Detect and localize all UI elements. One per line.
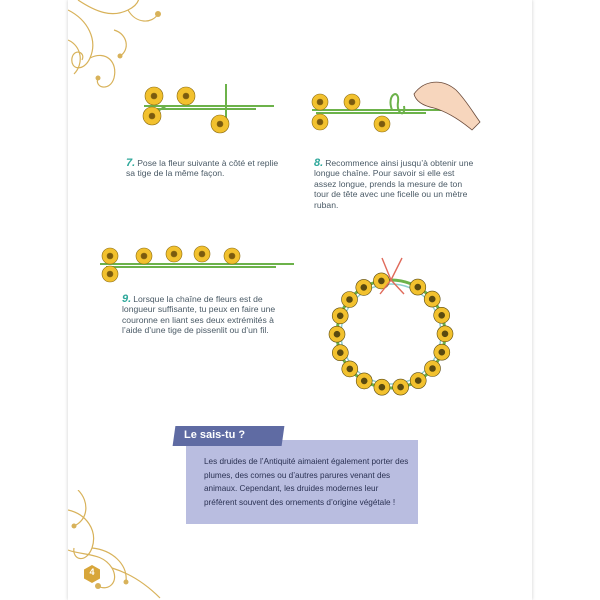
- wreath-flower-center: [439, 312, 445, 318]
- page-number: 4: [89, 567, 95, 577]
- step-9-number: 9.: [122, 293, 132, 305]
- illustration-wreath: [320, 254, 462, 402]
- wreath-flower-center: [415, 284, 421, 290]
- wreath-flower-center: [337, 313, 343, 319]
- illustration-step8: [306, 74, 482, 140]
- wreath-flower-center: [439, 349, 445, 355]
- wreath-flower-center: [379, 384, 385, 390]
- step-8-text: Recommence ainsi jusqu’à obtenir une longue chaîne. Pour savoir si elle est assez longue, prends la mesure de ton tour de tête avec une ficelle ou un mètre ruban.: [314, 158, 474, 210]
- wreath-flower-center: [430, 366, 436, 372]
- step-8-number: 8.: [314, 157, 324, 169]
- wreath-flower-center: [378, 278, 384, 284]
- step-7-number: 7.: [126, 157, 136, 169]
- step-7-instruction: [126, 158, 284, 179]
- wreath-flower-center: [415, 378, 421, 384]
- step-9-instruction: [122, 294, 286, 336]
- corner-ornament-bottom: [68, 490, 178, 600]
- wreath-flower-center: [361, 284, 367, 290]
- step-9-text: Lorsque la chaîne de fleurs est de longueur suffisante, tu peux en faire une couronne en liant ses deux extrémités à l’aide d’une tige de pissenlit ou d’un fil.: [122, 294, 276, 336]
- book-page: [68, 0, 532, 600]
- wreath-flower-center: [334, 331, 340, 337]
- step-8-instruction: [314, 158, 478, 210]
- callout-title: Le sais-tu ?: [184, 429, 246, 441]
- callout-body: Les druides de l’Antiquité aimaient également porter des plumes, des cornes ou d’autres parures venant des animaux. Cependant, les druides modernes leur préfèrent souvent des ornements d’origine végétale !: [204, 457, 409, 507]
- wreath-flower-center: [347, 297, 353, 303]
- wreath-flower-center: [442, 331, 448, 337]
- wreath-flower-center: [337, 350, 343, 356]
- hand-drawing: [414, 82, 480, 130]
- step-7-text: Pose la fleur suivante à côté et replie sa tige de la même façon.: [126, 158, 279, 179]
- wreath-flower-center: [347, 366, 353, 372]
- illustration-step9-chain: [96, 238, 296, 284]
- wreath-flower-center: [398, 384, 404, 390]
- wreath-flower-center: [361, 378, 367, 384]
- illustration-step7: [136, 82, 276, 136]
- wreath-flower-center: [429, 296, 435, 302]
